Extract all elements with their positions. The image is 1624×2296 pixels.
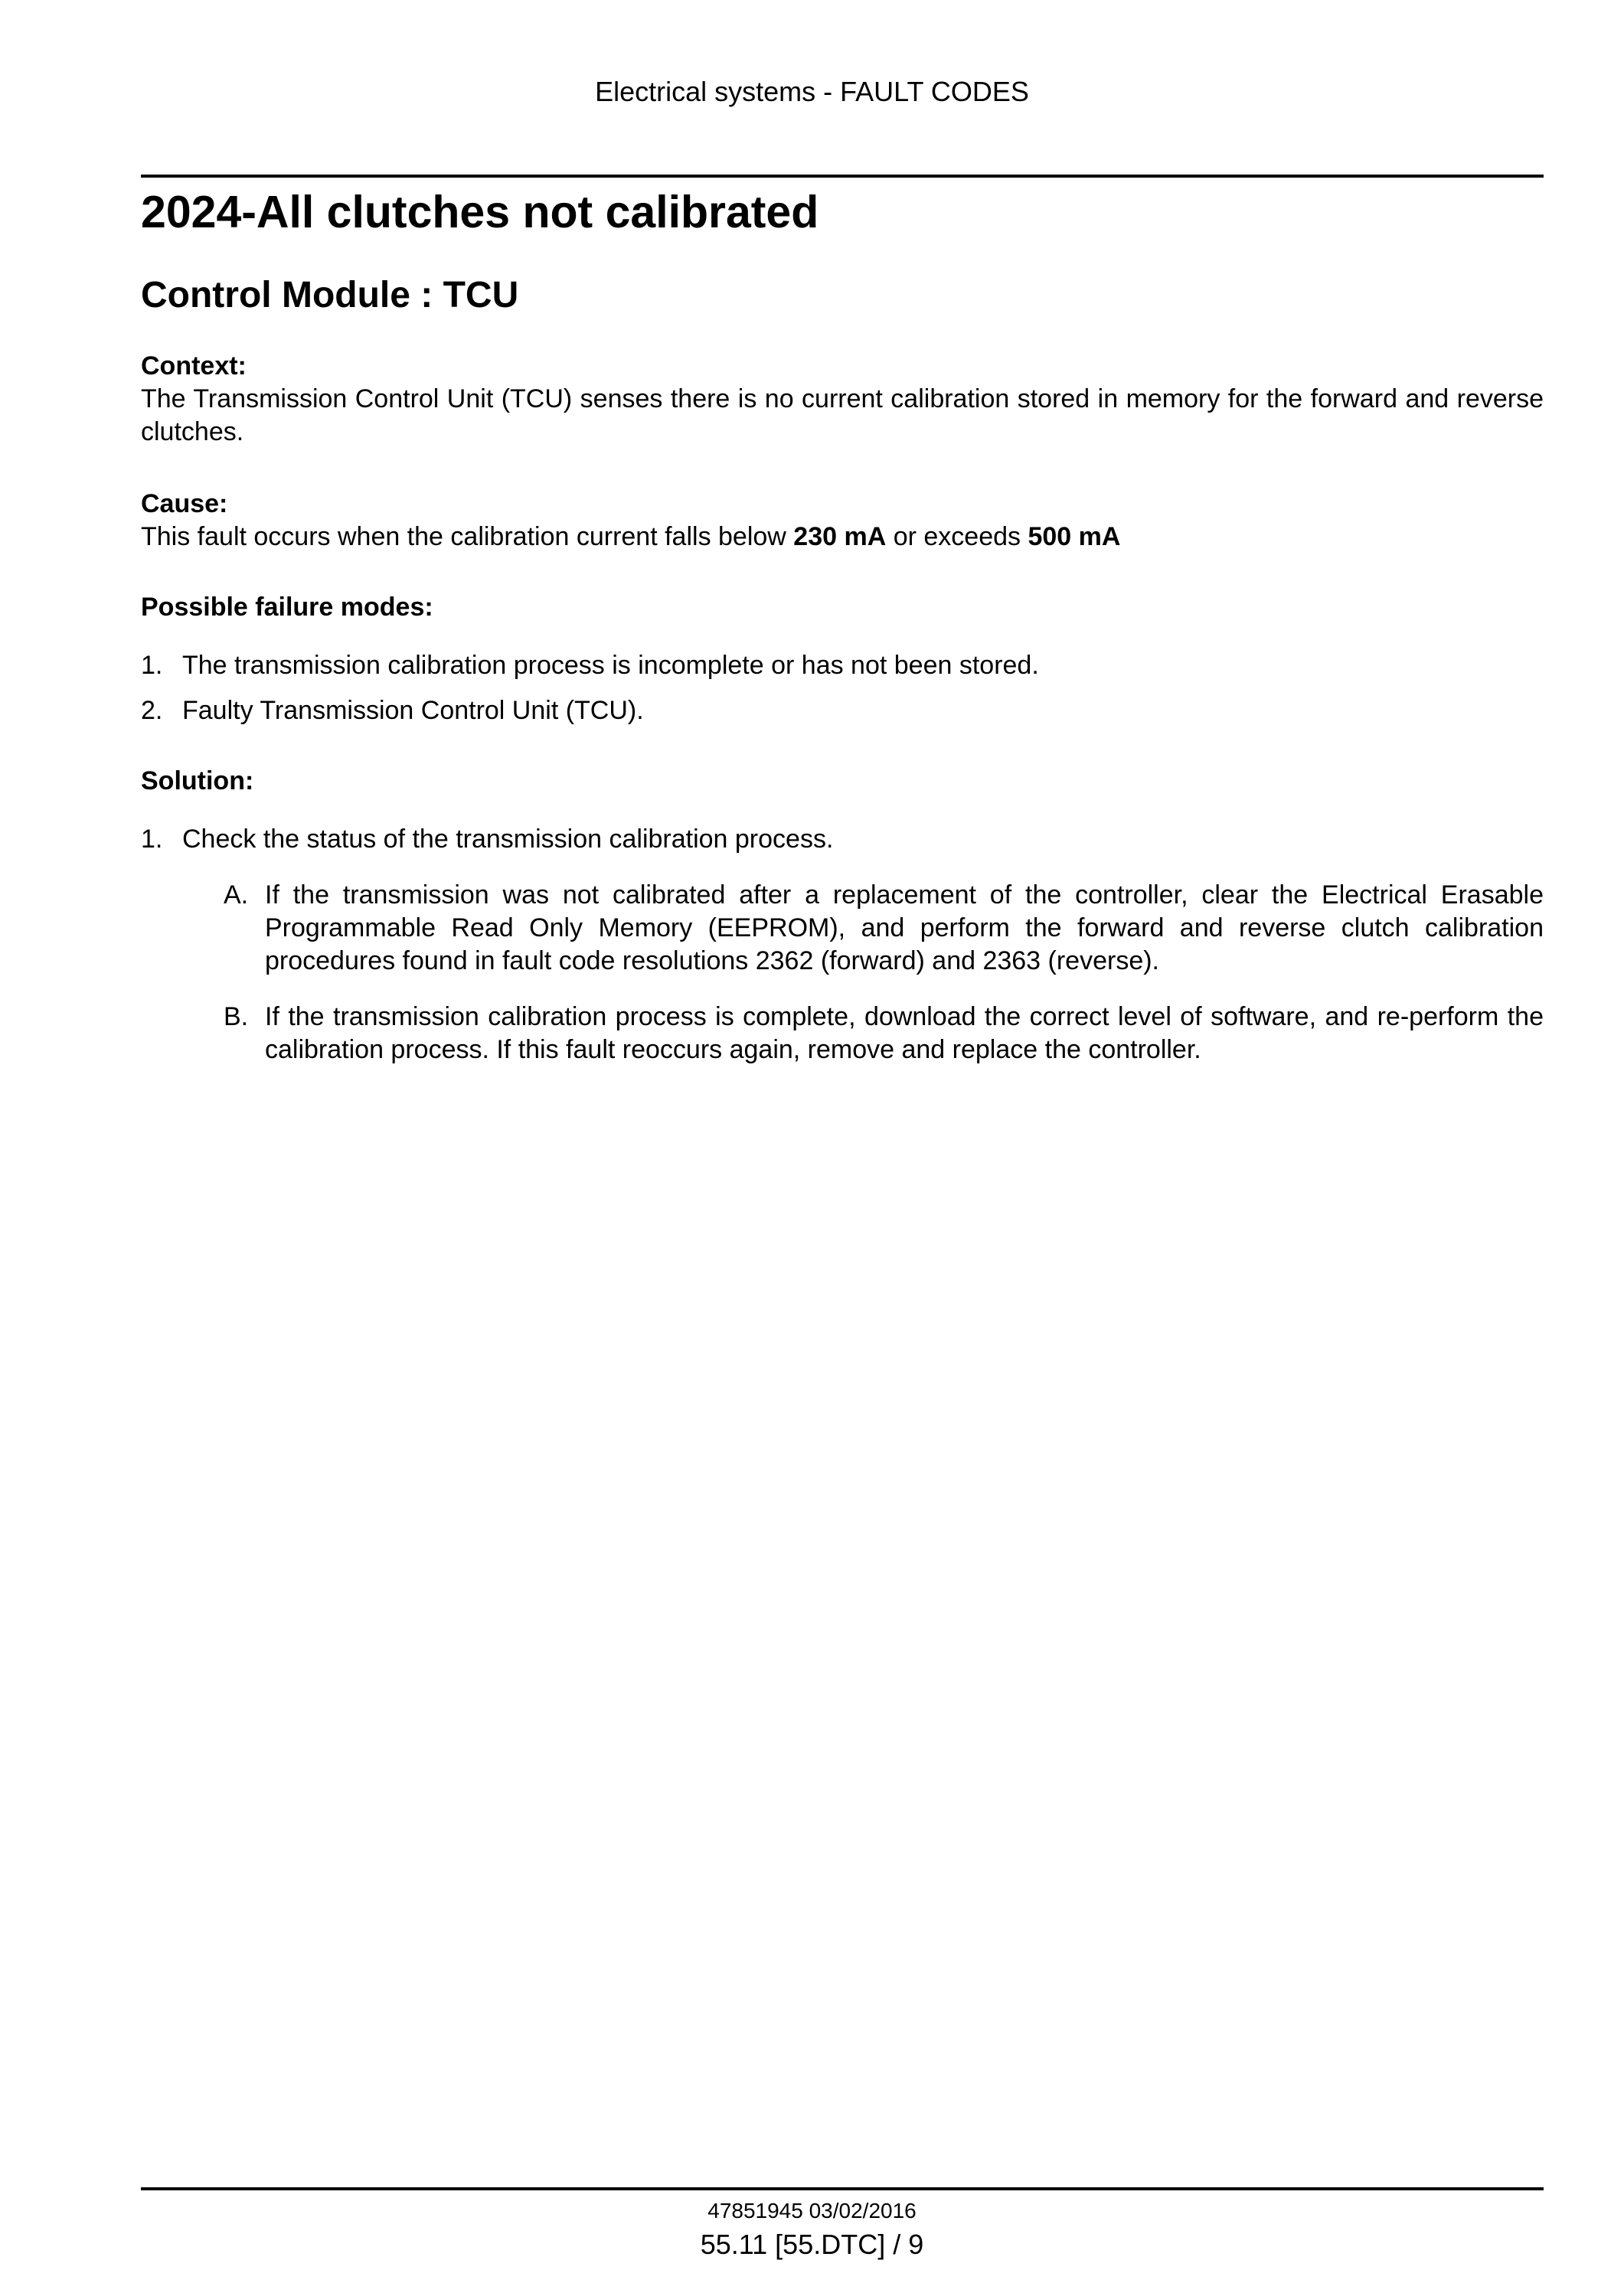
control-module-label: Control Module : — [141, 275, 433, 315]
list-marker: A. — [224, 880, 249, 910]
list-marker: B. — [224, 1002, 249, 1031]
context-label: Context: — [141, 351, 247, 380]
failure-mode-text: Faulty Transmission Control Unit (TCU). — [182, 696, 644, 725]
solution-step-text: Check the status of the transmission calibration process. — [182, 825, 834, 854]
failure-mode-text: The transmission calibration process is incomplete or has not been stored. — [182, 651, 1039, 680]
list-marker: 1. — [141, 651, 163, 680]
control-module-heading — [141, 273, 1544, 318]
solution-list — [141, 823, 1544, 1066]
cause-text-before: This fault occurs when the calibration current falls below — [141, 522, 794, 551]
cause-low-value: 230 mA — [793, 522, 887, 551]
context-text: The Transmission Control Unit (TCU) senses there is no current calibration stored in memory for the forward and reverse clutches. — [141, 384, 1544, 446]
solution-sub-step — [224, 879, 1544, 978]
solution-step — [141, 823, 1544, 1066]
fault-code-title: 2024-All clutches not calibrated — [141, 187, 819, 237]
solution-sub-step — [224, 1001, 1544, 1066]
list-marker: 1. — [141, 825, 163, 854]
solution-sub-step-text: If the transmission calibration process is complete, download the correct level of software, and re-perform the calibration process. If this fault reoccurs again, remove and replace the controller. — [265, 1002, 1544, 1064]
cause-label: Cause: — [141, 489, 228, 518]
cause-text-middle: or exceeds — [886, 522, 1028, 551]
document-number: 47851945 03/02/2016 — [707, 2199, 917, 2223]
control-module-value: TCU — [443, 275, 519, 315]
failure-mode-item — [141, 649, 1544, 682]
page-reference: 55.11 [55.DTC] / 9 — [700, 2229, 924, 2260]
page-content — [141, 178, 1544, 1066]
failure-mode-item — [141, 694, 1544, 727]
solution-sub-step-text: If the transmission was not calibrated after a replacement of the controller, clear the Electrical Erasable Programmable Read Only Memory (EEPROM), and perform the forward and reverse clutch calibration procedures found in fault code resolutions 2362 (forward) and 2363 (reverse). — [265, 880, 1544, 975]
failure-modes-label: Possible failure modes: — [141, 593, 433, 622]
running-header: Electrical systems - FAULT CODES — [595, 76, 1029, 107]
cause-text — [141, 521, 1544, 554]
solution-label: Solution: — [141, 766, 254, 795]
cause-high-value: 500 mA — [1028, 522, 1121, 551]
solution-sub-list — [224, 879, 1544, 1066]
list-marker: 2. — [141, 696, 163, 725]
footer-divider — [141, 2187, 1544, 2190]
failure-modes-list — [141, 649, 1544, 727]
